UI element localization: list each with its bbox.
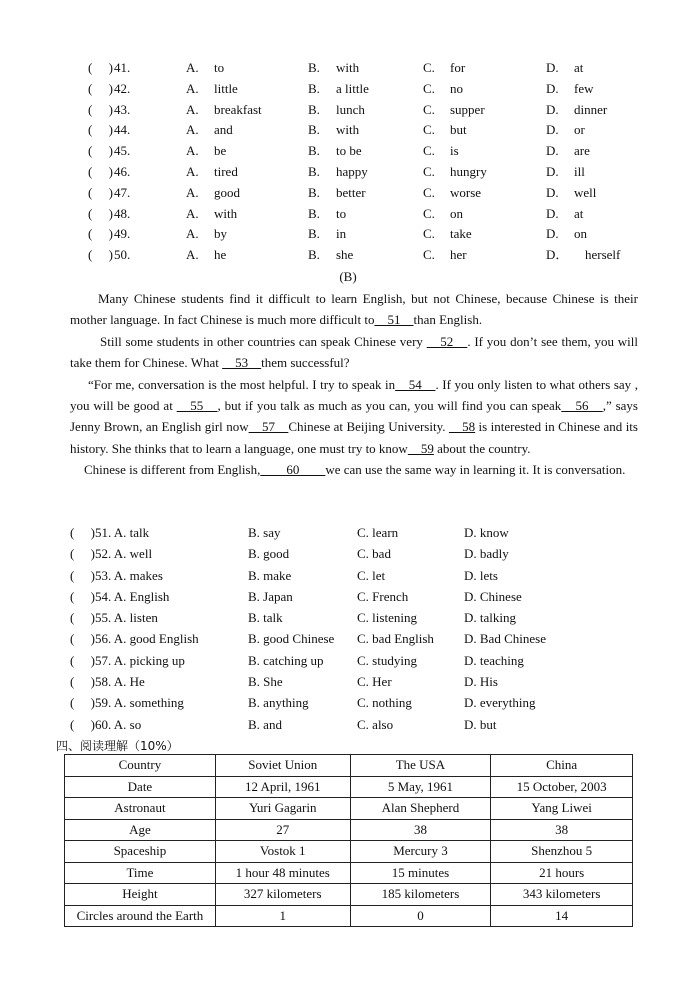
passage-text: we can use the same way in learning it. It is conversation.: [325, 462, 626, 478]
option-b: better: [336, 184, 366, 200]
option-d: D. lets: [464, 567, 498, 583]
table-cell: 15 minutes: [350, 862, 491, 884]
option-d-label: D.: [546, 80, 559, 96]
option-d: are: [574, 143, 590, 159]
table-cell: Date: [65, 776, 216, 798]
option-a: by: [214, 226, 227, 242]
answer-blank[interactable]: ( ): [70, 716, 95, 732]
question-row: [0, 671, 696, 692]
passage-text: Many Chinese students find it difficult to learn English, but not Chinese, because Chinese is their mother language. In fact Chinese is much more difficult to: [70, 291, 638, 328]
option-c: C. nothing: [357, 695, 412, 711]
option-d-label: D.: [546, 122, 559, 138]
option-a: little: [214, 80, 238, 96]
passage-paragraph: [70, 288, 638, 331]
table-cell: 21 hours: [491, 862, 633, 884]
question-number: 50.: [114, 247, 131, 263]
option-b-label: B.: [308, 247, 320, 263]
option-c: C. also: [357, 716, 394, 732]
table-cell: 0: [350, 905, 491, 927]
passage-text: Chinese at Beijing University.: [288, 419, 446, 435]
blank-57[interactable]: 57: [248, 419, 289, 435]
passage-paragraph: [70, 374, 638, 460]
option-a-label: A.: [186, 60, 199, 75]
answer-blank[interactable]: ( ): [88, 247, 113, 263]
option-c: worse: [450, 184, 482, 200]
table-cell: Yuri Gagarin: [215, 798, 350, 820]
question-row: [0, 79, 696, 100]
passage-text: than English.: [413, 312, 483, 328]
option-d-label: D.: [546, 205, 559, 221]
table-cell: Time: [65, 862, 216, 884]
table-cell: Country: [65, 755, 216, 777]
option-b-label: B.: [308, 205, 320, 221]
question-row: [0, 100, 696, 121]
passage-text: ,” says Jenny Brown, an English girl now: [70, 398, 638, 435]
question-number: 45.: [114, 143, 131, 159]
option-c: hungry: [450, 163, 487, 179]
option-a: to: [214, 60, 225, 75]
option-c-label: C.: [423, 205, 435, 221]
option-b: to be: [336, 143, 362, 159]
passage-text: . If you don’t see them, you will take them for Chinese. What: [70, 333, 638, 371]
blank-54[interactable]: 54: [395, 376, 436, 392]
option-c: supper: [450, 101, 485, 117]
option-b: B. anything: [248, 695, 309, 711]
option-a: 51. A. talk: [95, 525, 150, 540]
table-cell: 185 kilometers: [350, 884, 491, 906]
option-a: be: [214, 143, 227, 159]
option-b: happy: [336, 163, 368, 179]
answer-blank[interactable]: ( ): [70, 652, 95, 668]
blank-60[interactable]: 60: [260, 462, 326, 478]
answer-blank[interactable]: ( ): [70, 695, 95, 711]
question-row: [0, 224, 696, 245]
option-d: at: [574, 60, 584, 75]
cloze-b-options: [0, 522, 696, 735]
question-number: 44.: [114, 122, 131, 138]
passage-paragraph: [70, 331, 638, 374]
answer-blank[interactable]: ( ): [70, 610, 95, 626]
blank-55[interactable]: 55: [176, 398, 218, 414]
option-d-label: D.: [546, 226, 559, 242]
option-c: C. bad English: [357, 631, 434, 647]
table-cell: Shenzhou 5: [491, 841, 633, 863]
passage-text: is interested in Chinese and its history. She thinks that to learn a language, one must try to know: [70, 419, 638, 456]
option-d: dinner: [574, 101, 608, 117]
option-d-label: D.: [546, 184, 559, 200]
table-cell: Circles around the Earth: [65, 905, 216, 927]
option-c-label: C.: [423, 163, 435, 179]
blank-53[interactable]: 53: [222, 355, 262, 371]
option-a: 52. A. well: [95, 546, 153, 562]
table-cell: Soviet Union: [215, 755, 350, 777]
option-c: her: [450, 247, 467, 263]
table-row: [65, 884, 633, 906]
question-row: [0, 714, 696, 735]
table-cell: 343 kilometers: [491, 884, 633, 906]
question-row: [0, 522, 696, 543]
option-c-label: C.: [423, 60, 435, 75]
option-d: D. badly: [464, 546, 509, 562]
question-row: [0, 162, 696, 183]
option-d: D. Bad Chinese: [464, 631, 546, 647]
option-b: B. Japan: [248, 588, 293, 604]
option-c-label: C.: [423, 184, 435, 200]
answer-blank[interactable]: ( ): [88, 122, 113, 138]
table-cell: China: [491, 755, 633, 777]
option-a-label: A.: [186, 101, 199, 117]
option-d: ill: [574, 163, 585, 179]
table-row: [65, 862, 633, 884]
option-c: C. French: [357, 588, 409, 604]
option-c-label: C.: [423, 101, 435, 117]
question-row: [0, 245, 696, 266]
option-b-label: B.: [308, 80, 320, 96]
option-d: D. talking: [464, 610, 516, 626]
question-row: [0, 650, 696, 671]
table-row: [65, 905, 633, 927]
table-cell: Age: [65, 819, 216, 841]
option-d-label: D．: [546, 247, 569, 263]
section-b-title: (B): [339, 269, 357, 284]
table-cell: 1 hour 48 minutes: [215, 862, 350, 884]
table-row: [65, 776, 633, 798]
option-d: D. know: [464, 525, 509, 540]
answer-blank[interactable]: ( ): [88, 101, 113, 117]
answer-blank[interactable]: ( ): [70, 674, 95, 690]
option-c: C. learn: [357, 525, 399, 540]
option-d: on: [574, 226, 587, 242]
table-cell: Spaceship: [65, 841, 216, 863]
option-a: good: [214, 184, 240, 200]
answer-blank[interactable]: ( ): [70, 631, 95, 647]
option-d: D. Chinese: [464, 588, 522, 604]
option-d: D. everything: [464, 695, 536, 711]
option-a-label: A.: [186, 247, 199, 263]
passage-text: , but if you talk as much as you can, you will find you can speak: [217, 398, 562, 414]
option-a-label: A.: [186, 80, 199, 96]
option-c: C. studying: [357, 652, 417, 668]
table-row: [65, 798, 633, 820]
option-c: is: [450, 143, 459, 159]
question-number: 49.: [114, 226, 131, 242]
option-a-label: A.: [186, 143, 199, 159]
passage-text: about the country.: [437, 440, 531, 456]
question-number: 46.: [114, 163, 131, 179]
passage-text: them successful?: [261, 355, 350, 371]
table-row: [65, 755, 633, 777]
option-c-label: C.: [423, 143, 435, 159]
option-b: with: [336, 122, 360, 138]
question-row: [0, 183, 696, 204]
question-row: [0, 586, 696, 607]
section-4-title: 四、阅读理解（10%）: [56, 739, 179, 753]
option-a: 54. A. English: [95, 588, 170, 604]
table-cell: Mercury 3: [350, 841, 491, 863]
table-row: [65, 819, 633, 841]
option-b-label: B.: [308, 122, 320, 138]
table-cell: Yang Liwei: [491, 798, 633, 820]
answer-blank[interactable]: ( ): [88, 163, 113, 179]
table-cell: Height: [65, 884, 216, 906]
option-c-label: C.: [423, 226, 435, 242]
answer-blank[interactable]: ( ): [88, 205, 113, 221]
table-cell: 327 kilometers: [215, 884, 350, 906]
option-a: with: [214, 205, 238, 221]
option-a-label: A.: [186, 205, 199, 221]
blank-51[interactable]: 51: [374, 312, 414, 328]
option-b: a little: [336, 80, 369, 96]
option-d: D. teaching: [464, 652, 524, 668]
option-b-label: B.: [308, 143, 320, 159]
question-row: [0, 58, 696, 79]
option-b: lunch: [336, 101, 365, 117]
table-row: [65, 841, 633, 863]
answer-blank[interactable]: ( ): [88, 226, 113, 242]
answer-blank[interactable]: ( ): [70, 546, 95, 562]
option-c: C. Her: [357, 674, 392, 690]
blank-59[interactable]: 59: [407, 440, 434, 456]
question-row: [0, 692, 696, 713]
option-d-label: D.: [546, 163, 559, 179]
option-a: 56. A. good English: [95, 631, 199, 647]
option-b: B. say: [248, 525, 281, 540]
question-number: 47.: [114, 184, 131, 200]
table-cell: 15 October, 2003: [491, 776, 633, 798]
table-cell: 38: [350, 819, 491, 841]
option-a: tired: [214, 163, 238, 179]
option-b: B. catching up: [248, 652, 324, 668]
table-cell: 1: [215, 905, 350, 927]
question-row: [0, 204, 696, 225]
option-b: B. make: [248, 567, 292, 583]
option-b-label: B.: [308, 101, 320, 117]
table-cell: 38: [491, 819, 633, 841]
option-c: but: [450, 122, 467, 138]
answer-blank[interactable]: ( ): [88, 184, 113, 200]
option-c: no: [450, 80, 463, 96]
table-cell: 5 May, 1961: [350, 776, 491, 798]
option-b-label: B.: [308, 184, 320, 200]
option-a-label: A.: [186, 163, 199, 179]
answer-blank[interactable]: ( ): [70, 525, 95, 540]
option-c-label: C.: [423, 80, 435, 96]
option-b: B. She: [248, 674, 283, 690]
option-d: herself: [585, 247, 621, 263]
table-cell: Vostok 1: [215, 841, 350, 863]
question-row: [0, 543, 696, 564]
answer-blank[interactable]: ( ): [88, 80, 113, 96]
option-d-label: D.: [546, 143, 559, 159]
option-a-label: A.: [186, 226, 199, 242]
option-a-label: A.: [186, 184, 199, 200]
table-cell: Astronaut: [65, 798, 216, 820]
option-b: she: [336, 247, 354, 263]
answer-blank[interactable]: ( ): [88, 60, 113, 75]
question-row: [0, 120, 696, 141]
option-c: for: [450, 60, 466, 75]
option-b-label: B.: [308, 163, 320, 179]
passage-text: Chinese is different from English,: [84, 462, 261, 478]
question-row: [0, 565, 696, 586]
option-a: 58. A. He: [95, 674, 145, 690]
option-d: or: [574, 122, 585, 138]
blank-52[interactable]: 52: [426, 333, 468, 349]
option-c: C. let: [357, 567, 386, 583]
option-c: take: [450, 226, 472, 242]
question-number: 41.: [114, 60, 131, 75]
table-cell: The USA: [350, 755, 491, 777]
option-c-label: C.: [423, 247, 435, 263]
option-c: on: [450, 205, 463, 221]
option-d-label: D.: [546, 60, 559, 75]
answer-blank[interactable]: ( ): [70, 588, 95, 604]
question-row: [0, 607, 696, 628]
option-b: with: [336, 60, 360, 75]
option-d-label: D.: [546, 101, 559, 117]
option-b-label: B.: [308, 226, 320, 242]
question-row: [0, 628, 696, 649]
option-d: D. His: [464, 674, 498, 690]
passage-text: “For me, conversation is the most helpful. I try to speak in: [88, 376, 396, 392]
option-d: D. but: [464, 716, 497, 732]
table-cell: 14: [491, 905, 633, 927]
option-a: and: [214, 122, 233, 138]
passage-paragraph: [70, 459, 638, 480]
option-a: 59. A. something: [95, 695, 184, 711]
option-b-label: B.: [308, 60, 320, 75]
option-d: at: [574, 205, 584, 221]
question-number: 48.: [114, 205, 131, 221]
reading-passage: [70, 288, 638, 481]
option-c-label: C.: [423, 122, 435, 138]
option-b: in: [336, 226, 347, 242]
question-number: 42.: [114, 80, 131, 96]
option-a: 60. A. so: [95, 716, 142, 732]
option-a: he: [214, 247, 227, 263]
option-a: 53. A. makes: [95, 567, 163, 583]
blank-58[interactable]: 58: [448, 419, 476, 435]
option-a: 57. A. picking up: [95, 652, 185, 668]
option-a: breakfast: [214, 101, 262, 117]
astronaut-table: [64, 754, 633, 927]
blank-56[interactable]: 56: [561, 398, 603, 414]
table-cell: 27: [215, 819, 350, 841]
option-a-label: A.: [186, 122, 199, 138]
question-number: 43.: [114, 101, 131, 117]
question-row: [0, 141, 696, 162]
cloze-a-options: [0, 58, 696, 266]
option-a: 55. A. listen: [95, 610, 158, 626]
option-d: well: [574, 184, 597, 200]
option-c: C. listening: [357, 610, 417, 626]
option-c: C. bad: [357, 546, 391, 562]
option-b: B. and: [248, 716, 282, 732]
table-cell: 12 April, 1961: [215, 776, 350, 798]
answer-blank[interactable]: ( ): [88, 143, 113, 159]
answer-blank[interactable]: ( ): [70, 567, 95, 583]
option-b: B. good Chinese: [248, 631, 335, 647]
passage-text: . If you only listen to what others say , you will be good at: [70, 376, 638, 414]
passage-text: Still some students in other countries can speak Chinese very: [100, 333, 423, 349]
option-b: B. good: [248, 546, 290, 562]
option-d: few: [574, 80, 594, 96]
table-cell: Alan Shepherd: [350, 798, 491, 820]
option-b: to: [336, 205, 347, 221]
option-b: B. talk: [248, 610, 283, 626]
